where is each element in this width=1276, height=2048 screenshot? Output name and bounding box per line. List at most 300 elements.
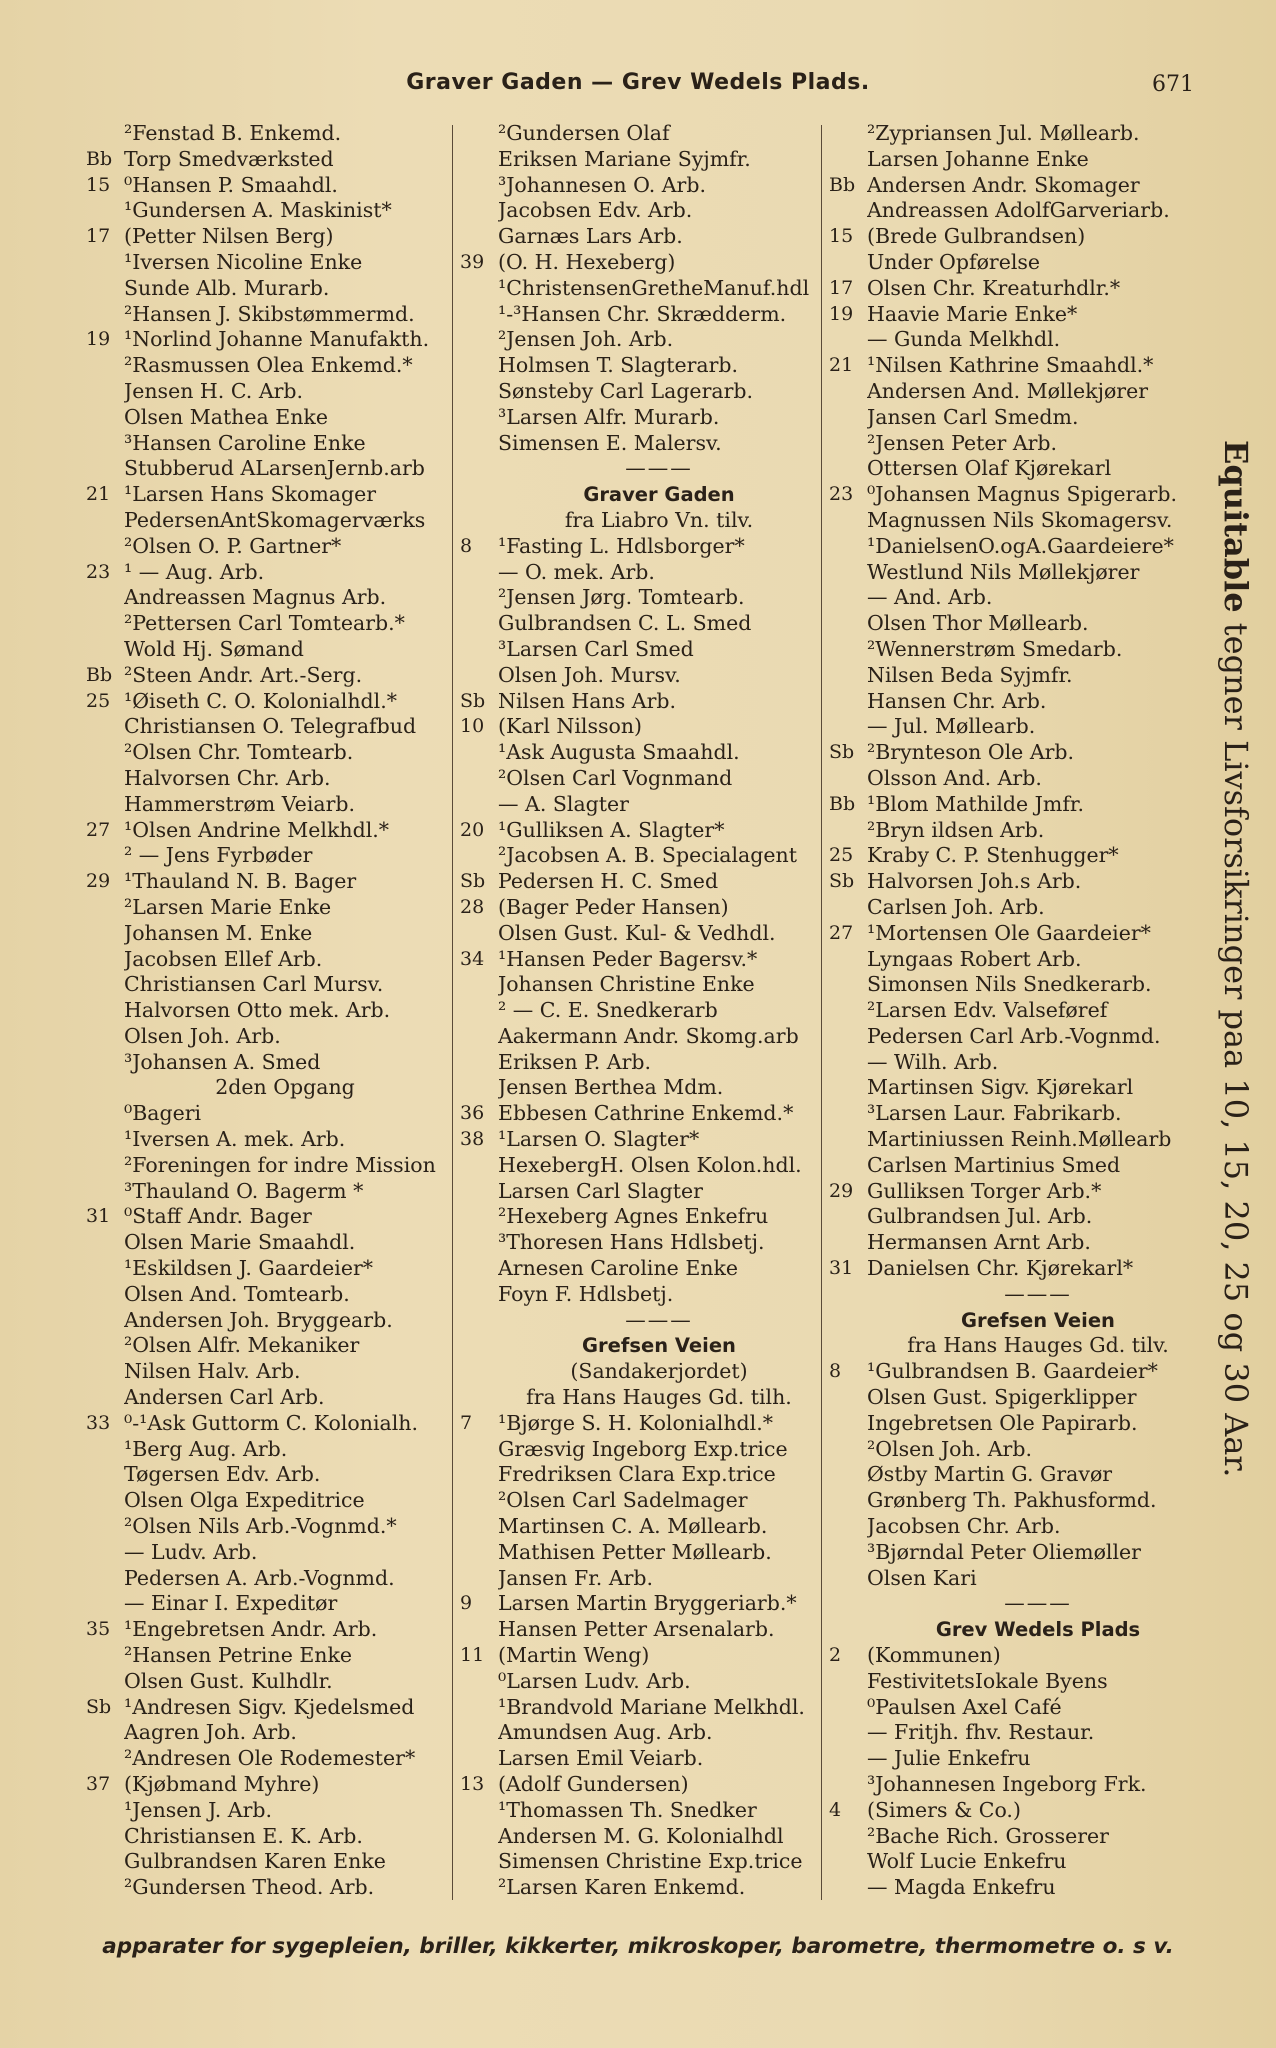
- directory-entry: [86, 1875, 446, 1901]
- directory-entry: [460, 1437, 820, 1463]
- house-number: [86, 1514, 124, 1540]
- entry-text: Eriksen Mariane Syjmfr.: [498, 146, 751, 171]
- directory-entry: [829, 1179, 1209, 1205]
- house-number: Sb: [460, 689, 486, 712]
- footer-advertisement: apparater for sygepleien, briller, kikkerter, mikroskoper, barometre, thermometre o. s v.: [102, 1934, 1174, 1959]
- directory-entry: [829, 1101, 1209, 1127]
- house-number: [460, 121, 498, 147]
- entry-text: ⁰Paulsen Axel Café: [867, 1694, 1062, 1719]
- directory-entry: [86, 327, 446, 353]
- house-number: [86, 1720, 124, 1746]
- house-number: 35: [86, 1618, 111, 1641]
- house-number: [86, 1566, 124, 1592]
- directory-entry: [460, 818, 820, 844]
- entry-text: Andersen Andr. Skomager: [867, 172, 1140, 197]
- house-number: Sb: [829, 870, 855, 893]
- house-number: [829, 1669, 867, 1695]
- entry-text: ¹Bjørge S. H. Kolonialhdl.*: [498, 1410, 773, 1435]
- house-number: Sb: [460, 870, 486, 893]
- directory-entry: [460, 1669, 820, 1695]
- entry-text: ¹Hansen Peder Bagersv.*: [498, 946, 758, 971]
- directory-entry: [86, 224, 446, 250]
- directory-entry: [86, 1308, 446, 1334]
- entry-text: ³Larsen Laur. Fabrikarb.: [867, 1101, 1122, 1126]
- directory-entry: [86, 508, 446, 534]
- entry-text: Wolf Lucie Enkefru: [867, 1849, 1067, 1874]
- house-number: [460, 1462, 498, 1488]
- entry-text: — Wilh. Arb.: [867, 1049, 999, 1074]
- house-number: [86, 1282, 124, 1308]
- house-number: [86, 121, 124, 147]
- entry-text: Halvorsen Otto mek. Arb.: [124, 998, 391, 1023]
- directory-entry: [460, 431, 820, 457]
- entry-text: Jacobsen Chr. Arb.: [867, 1514, 1061, 1539]
- house-number: [460, 1875, 498, 1901]
- entry-text: ²Gundersen Theod. Arb.: [124, 1875, 375, 1900]
- entry-text: ²Jacobsen A. B. Specialagent: [498, 843, 797, 868]
- house-number: [460, 1540, 498, 1566]
- house-number: [460, 1204, 498, 1230]
- entry-text: ²Wennerstrøm Smedarb.: [867, 636, 1123, 661]
- directory-entry: [86, 534, 446, 560]
- entry-text: Halvorsen Joh.s Arb.: [867, 869, 1082, 894]
- house-number: [460, 1359, 498, 1385]
- entry-text: ¹Brandvold Mariane Melkhdl.: [498, 1694, 805, 1719]
- house-number: [86, 276, 124, 302]
- house-number: [460, 1282, 498, 1308]
- entry-text: Andreassen AdolfGarveriarb.: [867, 198, 1170, 223]
- house-number: [86, 766, 124, 792]
- directory-entry: [460, 1462, 820, 1488]
- entry-text: Torp Smedværksted: [124, 146, 334, 171]
- house-number: [86, 1875, 124, 1901]
- house-number: [86, 1437, 124, 1463]
- house-number: [460, 405, 498, 431]
- directory-entry: [460, 1875, 820, 1901]
- directory-entry: [829, 740, 1209, 766]
- entry-text: fra Hans Hauges Gd. tilv.: [907, 1333, 1169, 1358]
- directory-entry: [829, 689, 1209, 715]
- entry-text: Christiansen O. Telegrafbud: [124, 714, 417, 739]
- entry-text: Ebbesen Cathrine Enkemd.*: [498, 1101, 794, 1126]
- entry-text: Fredriksen Clara Exp.trice: [498, 1462, 776, 1487]
- entry-text: Hansen Petter Arsenalarb.: [498, 1617, 775, 1642]
- directory-entry: [86, 1720, 446, 1746]
- directory-entry: [829, 1875, 1209, 1901]
- directory-entry: [829, 998, 1209, 1024]
- directory-entry: [86, 121, 446, 147]
- entry-text: Holmsen T. Slagterarb.: [498, 353, 739, 378]
- house-number: [460, 1695, 498, 1721]
- directory-entry: [460, 198, 820, 224]
- house-number: [86, 353, 124, 379]
- entry-text: Jansen Fr. Arb.: [498, 1565, 654, 1590]
- house-number: [86, 1462, 124, 1488]
- entry-text: Stubberud ALarsenJernb.arb: [124, 456, 425, 481]
- entry-text: ²Larsen Edv. Valseføref: [867, 998, 1108, 1023]
- house-number: 33: [86, 1411, 111, 1434]
- directory-entry: [829, 379, 1209, 405]
- entry-text: Olsen Olga Expeditrice: [124, 1488, 365, 1513]
- entry-text: ²Jensen Jørg. Tomtearb.: [498, 585, 745, 610]
- entry-text: Sønsteby Carl Lagerarb.: [498, 378, 754, 403]
- entry-text: Simensen E. Malersv.: [498, 430, 722, 455]
- directory-entry: [460, 560, 820, 586]
- entry-text: ³Thauland O. Bagerm *: [124, 1178, 364, 1203]
- directory-entry: [829, 1411, 1209, 1437]
- directory-entry: [829, 1566, 1209, 1592]
- house-number: [86, 198, 124, 224]
- entry-text: Carlsen Martinius Smed: [867, 1152, 1121, 1177]
- directory-entry: [460, 224, 820, 250]
- house-number: 13: [460, 1773, 485, 1795]
- directory-entry: [86, 1849, 446, 1875]
- directory-entry: [86, 1695, 446, 1721]
- entry-text: ²Zypriansen Jul. Møllearb.: [867, 121, 1140, 145]
- house-number: [829, 714, 867, 740]
- entry-text: Jensen H. C. Arb.: [124, 378, 304, 403]
- house-number: 7: [460, 1411, 473, 1434]
- directory-entry: [86, 482, 446, 508]
- directory-entry: [460, 1050, 820, 1076]
- entry-text: — Julie Enkefru: [867, 1746, 1031, 1771]
- entry-text: ²Bryn ildsen Arb.: [867, 817, 1045, 842]
- house-number: Bb: [829, 792, 856, 815]
- entry-text: ¹Øiseth C. O. Kolonialhdl.*: [124, 688, 398, 713]
- entry-text: Østby Martin G. Gravør: [867, 1462, 1113, 1487]
- house-number: 15: [829, 225, 854, 248]
- house-number: [460, 302, 498, 328]
- directory-entry: [829, 714, 1209, 740]
- house-number: [829, 1075, 867, 1101]
- house-number: 37: [86, 1773, 111, 1795]
- house-number: 29: [829, 1179, 854, 1202]
- directory-entry: [86, 1153, 446, 1179]
- house-number: 36: [460, 1102, 485, 1125]
- house-number: 27: [829, 921, 854, 944]
- entry-text: ———: [1004, 1591, 1072, 1616]
- entry-text: Johansen Christine Enke: [498, 972, 755, 997]
- house-number: [829, 637, 867, 663]
- entry-text: Arnesen Caroline Enke: [498, 1256, 739, 1281]
- directory-entry: [460, 1101, 820, 1127]
- directory-entry: [460, 1514, 820, 1540]
- entry-text: Hermansen Arnt Arb.: [867, 1230, 1091, 1255]
- directory-entry: [829, 1024, 1209, 1050]
- entry-text: ¹Thauland N. B. Bager: [124, 869, 357, 894]
- directory-entry: [460, 276, 820, 302]
- entry-text: — O. mek. Arb.: [498, 559, 655, 584]
- entry-text: (Kjøbmand Myhre): [124, 1772, 320, 1796]
- entry-text: Martinsen C. A. Møllearb.: [498, 1514, 768, 1539]
- directory-entry: [86, 792, 446, 818]
- house-number: [86, 534, 124, 560]
- house-number: [86, 611, 124, 637]
- directory-entry: [86, 663, 446, 689]
- entry-text: Pedersen A. Arb.-Vognmd.: [124, 1565, 395, 1590]
- house-number: [829, 1591, 867, 1617]
- directory-entry: [460, 766, 820, 792]
- house-number: [460, 1720, 498, 1746]
- entry-text: Carlsen Joh. Arb.: [867, 894, 1045, 919]
- entry-text: Gulliksen Torger Arb.*: [867, 1178, 1102, 1203]
- directory-entry: [86, 972, 446, 998]
- entry-text: Westlund Nils Møllekjører: [867, 559, 1140, 584]
- house-number: [829, 250, 867, 276]
- directory-entry: [86, 689, 446, 715]
- house-number: [829, 1437, 867, 1463]
- house-number: [829, 1153, 867, 1179]
- entry-text: ²Pettersen Carl Tomtearb.*: [124, 611, 405, 636]
- directory-entry: [460, 869, 820, 895]
- directory-entry: [829, 843, 1209, 869]
- house-number: [829, 1540, 867, 1566]
- house-number: [460, 998, 498, 1024]
- entry-text: Olsson And. Arb.: [867, 765, 1042, 790]
- house-number: [829, 1050, 867, 1076]
- directory-entry: [829, 1359, 1209, 1385]
- street-heading: [460, 482, 820, 508]
- house-number: [86, 1179, 124, 1205]
- house-number: [460, 224, 498, 250]
- house-number: [829, 1462, 867, 1488]
- entry-text: FestivitetsIokale Byens: [867, 1668, 1108, 1693]
- directory-entry: [460, 689, 820, 715]
- entry-text: Aakermann Andr. Skomg.arb: [498, 1023, 799, 1048]
- entry-text: Lyngaas Robert Arb.: [867, 946, 1082, 971]
- entry-text: Larsen Emil Veiarb.: [498, 1746, 704, 1771]
- house-number: [829, 121, 867, 147]
- directory-entry: [460, 1617, 820, 1643]
- directory-entry: [86, 1230, 446, 1256]
- directory-entry: [829, 1669, 1209, 1695]
- house-number: [829, 1746, 867, 1772]
- directory-entry: [460, 998, 820, 1024]
- house-number: [829, 947, 867, 973]
- house-number: [829, 1720, 867, 1746]
- house-number: [829, 327, 867, 353]
- entry-text: Andersen M. G. Kolonialhdl: [498, 1823, 784, 1848]
- entry-text: Garnæs Lars Arb.: [498, 224, 683, 249]
- house-number: [86, 921, 124, 947]
- house-number: [86, 1488, 124, 1514]
- entry-text: Kraby C. P. Stenhugger*: [867, 843, 1119, 868]
- directory-entry: [460, 1540, 820, 1566]
- entry-text: Larsen Johanne Enke: [867, 146, 1089, 171]
- entry-text: ²Brynteson Ole Arb.: [867, 740, 1075, 765]
- directory-entry: [86, 895, 446, 921]
- house-number: [829, 1385, 867, 1411]
- entry-text: ¹Iversen Nicoline Enke: [124, 249, 363, 274]
- entry-text: Jacobsen Ellef Arb.: [124, 946, 323, 971]
- house-number: [460, 1849, 498, 1875]
- entry-text: ¹ — Aug. Arb.: [124, 559, 265, 584]
- directory-entry: [86, 1540, 446, 1566]
- directory-entry: [460, 1179, 820, 1205]
- entry-text: Nilsen Beda Syjmfr.: [867, 662, 1073, 687]
- house-number: [829, 1127, 867, 1153]
- directory-entry: [86, 585, 446, 611]
- directory-entry: [829, 560, 1209, 586]
- side-advertisement: [1212, 440, 1262, 1620]
- page-number: 671: [1152, 72, 1194, 97]
- directory-entry: [829, 792, 1209, 818]
- directory-entry: [86, 1798, 446, 1824]
- house-number: [829, 456, 867, 482]
- entry-text: Olsen Chr. Kreaturhdlr.*: [867, 275, 1121, 300]
- directory-entry: [86, 173, 446, 199]
- house-number: [86, 1849, 124, 1875]
- house-number: 28: [460, 895, 485, 918]
- directory-entry: [86, 1333, 446, 1359]
- section-separator: [829, 1282, 1209, 1308]
- directory-entry: [829, 1385, 1209, 1411]
- house-number: [86, 1333, 124, 1359]
- house-number: 31: [86, 1205, 111, 1228]
- directory-entry: [86, 1488, 446, 1514]
- directory-entry: [86, 1075, 446, 1101]
- entry-text: Ingebretsen Ole Papirarb.: [867, 1410, 1138, 1435]
- house-number: [829, 405, 867, 431]
- entry-text: ¹DanielsenO.ogA.Gaardeiere*: [867, 533, 1174, 558]
- house-number: [86, 1075, 124, 1101]
- entry-text: Olsen Joh. Arb.: [124, 1023, 281, 1048]
- directory-entry: [829, 663, 1209, 689]
- entry-text: ²Andresen Ole Rodemester*: [124, 1746, 416, 1771]
- house-number: [86, 1746, 124, 1772]
- house-number: [829, 1772, 867, 1798]
- house-number: [460, 1669, 498, 1695]
- house-number: [829, 1849, 867, 1875]
- directory-entry: [460, 327, 820, 353]
- entry-text: ¹Gulbrandsen B. Gaardeier*: [867, 1359, 1158, 1384]
- entry-text: ¹Larsen Hans Skomager: [124, 482, 377, 507]
- entry-text: ⁰Johansen Magnus Spigerarb.: [867, 482, 1177, 507]
- house-number: [86, 585, 124, 611]
- entry-text: Olsen And. Tomtearb.: [124, 1281, 350, 1306]
- house-number: 2: [829, 1644, 842, 1667]
- house-number: [829, 998, 867, 1024]
- directory-entry: [829, 302, 1209, 328]
- directory-entry: [86, 843, 446, 869]
- house-number: [829, 560, 867, 586]
- entry-text: ²Hansen Petrine Enke: [124, 1643, 353, 1668]
- house-number: [829, 585, 867, 611]
- street-heading: [460, 1333, 820, 1359]
- directory-entry: [86, 1669, 446, 1695]
- directory-entry: [460, 250, 820, 276]
- house-number: [829, 379, 867, 405]
- entry-text: Halvorsen Chr. Arb.: [124, 765, 331, 790]
- house-number: [829, 1824, 867, 1850]
- house-number: 17: [829, 276, 854, 299]
- entry-text: HexebergH. Olsen Kolon.hdl.: [498, 1152, 802, 1177]
- entry-text: ¹Jensen J. Arb.: [124, 1797, 273, 1822]
- house-number: [829, 1617, 867, 1643]
- house-number: Bb: [86, 663, 113, 686]
- entry-text: ———: [625, 1307, 693, 1332]
- directory-entry: [829, 585, 1209, 611]
- house-number: [460, 921, 498, 947]
- entry-text: Ottersen Olaf Kjørekarl: [867, 456, 1112, 481]
- entry-text: ²Fenstad B. Enkemd.: [124, 121, 342, 145]
- directory-entry: [829, 1824, 1209, 1850]
- directory-entry: [460, 921, 820, 947]
- column-divider: [821, 125, 822, 1900]
- house-number: [460, 353, 498, 379]
- house-number: Bb: [829, 173, 856, 196]
- house-number: [460, 1514, 498, 1540]
- directory-entry: [829, 766, 1209, 792]
- entry-text: — Magda Enkefru: [867, 1875, 1056, 1900]
- directory-entry: [86, 1385, 446, 1411]
- entry-text: Gulbrandsen Karen Enke: [124, 1849, 386, 1874]
- directory-entry: [460, 379, 820, 405]
- directory-entry: [829, 1204, 1209, 1230]
- house-number: [460, 766, 498, 792]
- house-number: [86, 998, 124, 1024]
- entry-text: ² — C. E. Snedkerarb: [498, 998, 718, 1023]
- directory-entry: [829, 611, 1209, 637]
- house-number: [86, 1798, 124, 1824]
- house-number: [829, 663, 867, 689]
- entry-text: Amundsen Aug. Arb.: [498, 1720, 713, 1745]
- directory-entry: [829, 1514, 1209, 1540]
- entry-text: Sunde Alb. Murarb.: [124, 275, 330, 300]
- directory-entry: [86, 1359, 446, 1385]
- entry-text: — And. Arb.: [867, 585, 993, 610]
- entry-text: ⁰Larsen Ludv. Arb.: [498, 1668, 691, 1693]
- house-number: [460, 1333, 498, 1359]
- house-number: 8: [460, 534, 473, 557]
- entry-text: Olsen Joh. Mursv.: [498, 662, 681, 687]
- house-number: [829, 1875, 867, 1901]
- directory-entry: [460, 121, 820, 147]
- entry-text: ¹Olsen Andrine Melkhdl.*: [124, 817, 390, 842]
- entry-text: (Sandakerjordet): [570, 1359, 748, 1384]
- entry-text: (Simers & Co.): [867, 1797, 1021, 1822]
- directory-entry: [829, 1230, 1209, 1256]
- directory-entry: [460, 714, 820, 740]
- entry-text: Under Opførelse: [867, 249, 1041, 274]
- entry-text: Simonsen Nils Snedkerarb.: [867, 972, 1152, 997]
- directory-entry: [829, 1488, 1209, 1514]
- directory-entry: [86, 1411, 446, 1437]
- house-number: [86, 740, 124, 766]
- directory-entry: [86, 353, 446, 379]
- house-number: Sb: [829, 741, 855, 764]
- entry-text: fra Hans Hauges Gd. tilh.: [526, 1385, 792, 1410]
- directory-entry: [829, 1075, 1209, 1101]
- entry-text: Graver Gaden: [583, 483, 735, 507]
- house-number: [86, 1256, 124, 1282]
- entry-text: — Jul. Møllearb.: [867, 714, 1036, 739]
- house-number: [460, 276, 498, 302]
- entry-text: ²Olsen Joh. Arb.: [867, 1436, 1032, 1461]
- directory-entry: [460, 353, 820, 379]
- directory-entry: [86, 250, 446, 276]
- house-number: [829, 147, 867, 173]
- house-number: [460, 663, 498, 689]
- house-number: [86, 637, 124, 663]
- directory-entry: [86, 560, 446, 586]
- entry-text: ³Johannesen Ingeborg Frk.: [867, 1772, 1147, 1796]
- entry-text: ¹Berg Aug. Arb.: [124, 1436, 288, 1461]
- house-number: [460, 1566, 498, 1592]
- side-ad-text: tegner Livsforsikringer paa 10, 15, 20, 25 og 30 Aar.: [1217, 622, 1255, 1478]
- entry-text: ¹Mortensen Ole Gaardeier*: [867, 920, 1151, 945]
- house-number: [460, 147, 498, 173]
